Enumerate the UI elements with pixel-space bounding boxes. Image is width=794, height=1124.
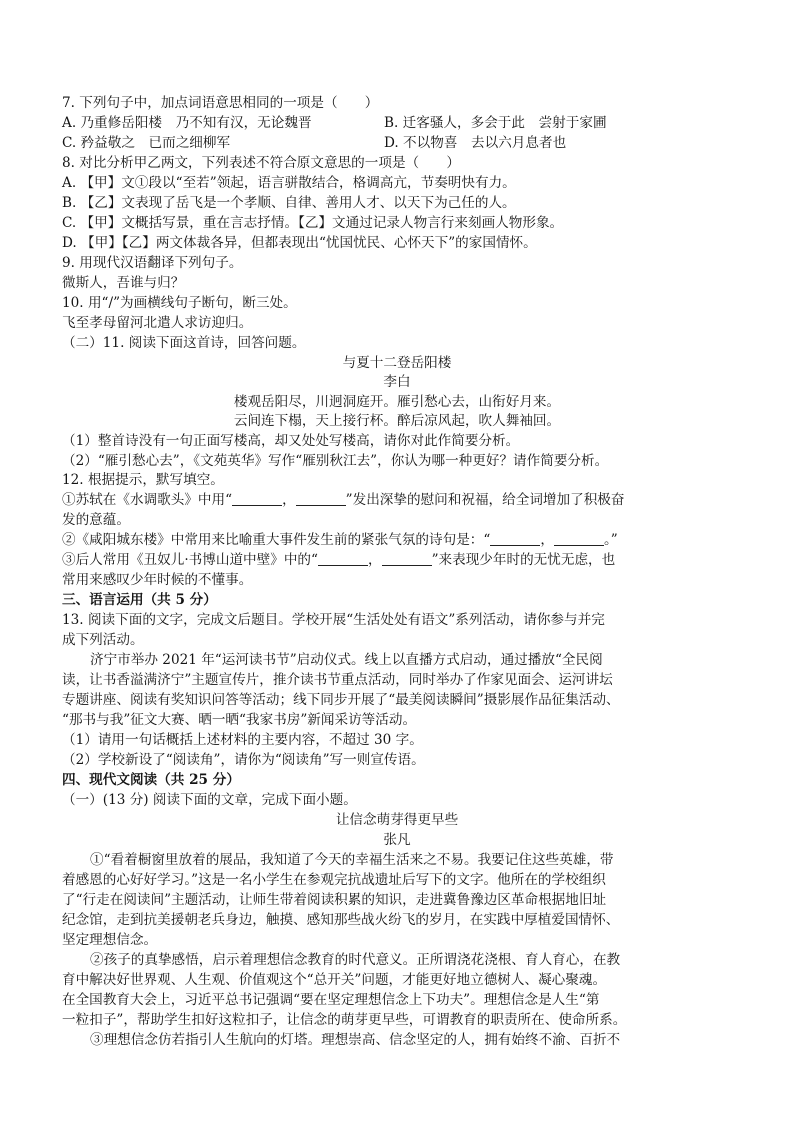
q10-sentence: 飞至孝母留河北遣人求访迎归。 — [62, 315, 253, 331]
section-4-heading: 四、现代文阅读（共 25 分） — [62, 772, 240, 788]
q9-stem: 9. 用现代汉语翻译下列句子。 — [62, 255, 243, 271]
article-para-3-line-1: ③理想信念仿若指引人生航向的灯塔。理想崇高、信念坚定的人，拥有始终不渝、百折不 — [90, 1032, 621, 1048]
q8-option-a: A. 【甲】文①段以“至若”领起，语言骈散结合，格调高亢，节奏明快有力。 — [62, 175, 516, 191]
q8-option-d: D. 【甲】【乙】两文体裁各异，但都表现出“忧国忧民、心怀天下”的家国情怀。 — [62, 235, 537, 251]
article-author: 张凡 — [383, 832, 411, 848]
q12-item-3-prefix: ③后人常用《丑奴儿·书博山道中壁》中的“ — [62, 552, 318, 568]
q13-material-3: 专题讲座、阅读有奖知识问答等活动；线下同步开展了“最美阅读瞬间”摄影展作品征集活动、 — [62, 692, 620, 708]
q12-item-3-cont: 常用来感叹少年时候的不懂事。 — [62, 572, 253, 588]
q10-stem: 10. 用“/”为画横线句子断句，断三处。 — [62, 295, 297, 311]
q7-option-b: B. 迁客骚人，多会于此 尝射于家圃 — [384, 115, 607, 131]
q8-option-b: B. 【乙】文表现了岳飞是一个孝顺、自律、善用人才、以天下为己任的人。 — [62, 195, 516, 211]
q13-stem-2: 成下列活动。 — [62, 632, 144, 648]
q7-option-d: D. 不以物喜 去以六月息者也 — [384, 135, 567, 151]
answer-blank[interactable] — [296, 491, 346, 506]
answer-blank[interactable] — [490, 531, 540, 546]
q13-sub-1: （1）请用一句话概括上述材料的主要内容，不超过 30 字。 — [62, 732, 423, 748]
q12-item-1: ①苏轼在《水调歌头》中用“ ， ”发出深挚的慰问和祝福，给全词增加了积极奋 — [62, 492, 625, 508]
q7-option-a: A. 乃重修岳阳楼 乃不知有汉，无论魏晋 — [62, 115, 312, 131]
article-para-2-line-4: 一粒扣子”，帮助学生扣好这粒扣子，让信念的萌芽更早些，可谓教育的职责所在、使命所系。 — [62, 1012, 627, 1028]
poem-line-2: 云间连下榻，天上接行杯。醉后凉风起，吹人舞袖回。 — [233, 413, 561, 429]
q12-item-1-cont: 发的意蕴。 — [62, 512, 130, 528]
article-para-2-line-2: 育中解决好世界观、人生观、价值观这个“总开关”问题，才能更好地立德树人、凝心聚魂。 — [62, 972, 607, 988]
article-para-2-line-3: 在全国教育大会上，习近平总书记强调“要在坚定理想信念上下功夫”。理想信念是人生“第 — [62, 992, 600, 1008]
answer-blank[interactable] — [318, 551, 368, 566]
article-para-2-line-1: ②孩子的真挚感悟，启示着理想信念教育的时代意义。正所谓浇花浇根、育人育心，在教 — [90, 952, 621, 968]
q11-sub-1: （1）整首诗没有一句正面写楼高，却又处处写楼高，请你对此作简要分析。 — [62, 433, 520, 449]
article-para-1-line-3: 了“行走在阅读间”主题活动，让师生带着阅读积累的知识，走进冀鲁豫边区革命根据地旧址 — [62, 892, 607, 908]
q12-item-2: ②《咸阳城东楼》中常用来比喻重大事件发生前的紧张气氛的诗句是：“ ， 。” — [62, 532, 618, 548]
article-title: 让信念萌芽得更早些 — [335, 812, 459, 828]
answer-blank[interactable] — [554, 531, 604, 546]
q11-intro: （二）11. 阅读下面这首诗，回答问题。 — [62, 335, 306, 351]
poem-line-1: 楼观岳阳尽，川迥洞庭开。雁引愁心去，山衔好月来。 — [233, 394, 561, 410]
poem-title: 与夏十二登岳阳楼 — [342, 355, 452, 371]
q13-material-4: “那书与我”征文大赛、晒一晒“我家书房”新闻采访等活动。 — [62, 712, 417, 728]
q13-material-2: 读，让书香溢满济宁”主题宣传片，推介读书节重点活动，同时举办了作家见面会、运河讲坛 — [62, 672, 613, 688]
answer-blank[interactable] — [382, 551, 432, 566]
q12-item-2-prefix: ②《咸阳城东楼》中常用来比喻重大事件发生前的紧张气氛的诗句是：“ — [62, 532, 491, 548]
q12-item-1-suffix: ”发出深挚的慰问和祝福，给全词增加了积极奋 — [345, 492, 625, 508]
answer-blank[interactable] — [232, 491, 282, 506]
q8-option-c: C. 【甲】文概括写景，重在言志抒情。【乙】文通过记录人物言行来刻画人物形象。 — [62, 215, 564, 231]
q7-stem: 7. 下列句子中，加点词语意思相同的一项是（ ） — [62, 95, 379, 111]
article-para-1-line-2: 着感恩的心好好学习。”这是一名小学生在参观完抗战遗址后写下的文字。他所在的学校组织 — [62, 872, 606, 888]
article-para-1-line-5: 坚定理想信念。 — [62, 932, 158, 948]
q13-stem-1: 13. 阅读下面的文字，完成文后题目。学校开展“生活处处有语文”系列活动，请你参与并完 — [62, 612, 605, 628]
q13-material-1: 济宁市举办 2021 年“运河读书节”启动仪式。线上以直播方式启动，通过播放“全民阅 — [90, 652, 603, 668]
q12-item-3: ③后人常用《丑奴儿·书博山道中壁》中的“ ， ”来表现少年时的无忧无虑，也 — [62, 552, 616, 568]
article-para-1-line-1: ①“看着橱窗里放着的展品，我知道了今天的幸福生活来之不易。我要记住这些英雄，带 — [90, 852, 614, 868]
q11-sub-2: （2）“雁引愁心去”，《文苑英华》写作“雁别秋江去”，你认为哪一种更好？请作简要分析。 — [62, 453, 609, 469]
article-para-1-line-4: 纪念馆，走到抗美援朝老兵身边，触摸、感知那些战火纷飞的岁月，在实践中厚植爱国情怀、 — [62, 912, 620, 928]
q12-item-2-suffix: 。” — [603, 532, 618, 548]
section-4-intro: （一）(13 分) 阅读下面的文章，完成下面小题。 — [62, 792, 357, 808]
q8-stem: 8. 对比分析甲乙两文，下列表述不符合原文意思的一项是（ ） — [62, 155, 460, 171]
poem-author: 李白 — [383, 374, 411, 390]
q13-sub-2: （2）学校新设了“阅读角”，请你为“阅读角”写一则宣传语。 — [62, 752, 425, 768]
q12-item-3-suffix: ”来表现少年时的无忧无虑，也 — [431, 552, 616, 568]
q9-sentence: 微斯人，吾谁与归？ — [62, 275, 185, 291]
q12-stem: 12. 根据提示，默写填空。 — [62, 472, 224, 488]
q12-item-1-prefix: ①苏轼在《水调歌头》中用“ — [62, 492, 233, 508]
q7-option-c: C. 矜益敬之 已而之细柳军 — [62, 135, 231, 151]
section-3-heading: 三、语言运用（共 5 分） — [62, 592, 217, 608]
